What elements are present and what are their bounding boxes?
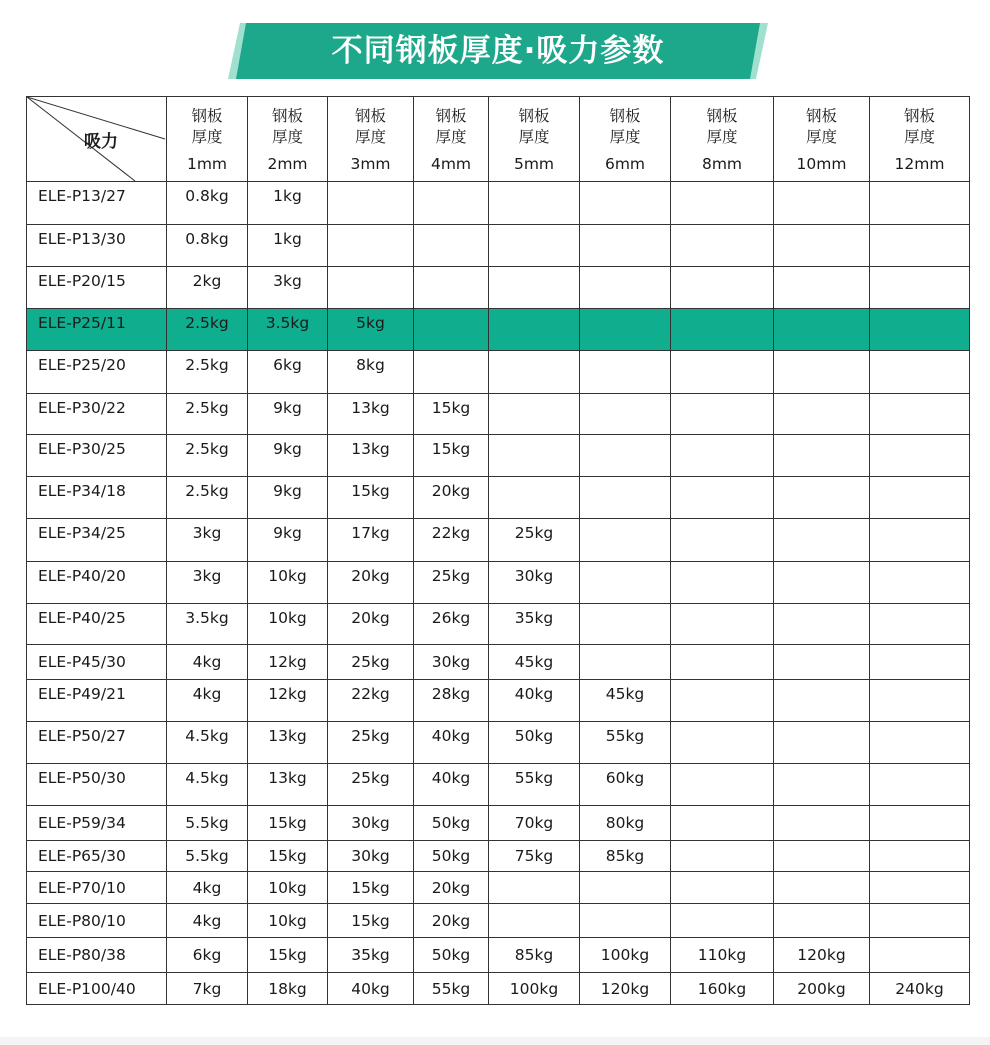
value-cell (580, 519, 671, 562)
value-cell: 2.5kg (167, 477, 248, 519)
table-row (27, 351, 970, 394)
table-row (27, 477, 970, 519)
value-cell: 9kg (248, 435, 328, 477)
value-cell (671, 722, 774, 764)
value-cell: 25kg (414, 562, 489, 604)
table-row (27, 225, 970, 267)
value-cell: 28kg (414, 680, 489, 722)
value-cell (870, 872, 970, 904)
value-cell: 10kg (248, 604, 328, 645)
value-cell (580, 904, 671, 938)
column-header-5mm (489, 97, 580, 182)
column-header-line1: 钢板 (354, 107, 386, 125)
model-cell: ELE-P65/30 (27, 841, 167, 872)
corner-label: 吸力 (84, 132, 118, 152)
value-cell: 80kg (580, 806, 671, 841)
column-header-4mm (414, 97, 489, 182)
value-cell (580, 267, 671, 309)
value-cell: 15kg (248, 938, 328, 973)
value-cell: 12kg (248, 645, 328, 680)
value-cell: 13kg (328, 435, 414, 477)
value-cell (580, 394, 671, 435)
value-cell (870, 562, 970, 604)
column-header-thickness: 8mm (701, 155, 743, 173)
value-cell (774, 645, 870, 680)
corner-header-cell (27, 97, 167, 182)
value-cell (580, 477, 671, 519)
value-cell: 15kg (328, 477, 414, 519)
column-header-thickness: 2mm (267, 155, 308, 173)
value-cell (671, 872, 774, 904)
value-cell: 3.5kg (248, 309, 328, 351)
value-cell (671, 604, 774, 645)
table-row (27, 394, 970, 435)
value-cell (870, 394, 970, 435)
value-cell (671, 680, 774, 722)
value-cell (870, 645, 970, 680)
value-cell (870, 182, 970, 225)
column-header-thickness: 6mm (604, 155, 646, 173)
table-row (27, 519, 970, 562)
table-row (27, 722, 970, 764)
value-cell: 15kg (248, 806, 328, 841)
value-cell (870, 477, 970, 519)
value-cell: 20kg (328, 562, 414, 604)
model-cell: ELE-P80/38 (27, 938, 167, 973)
table-row (27, 435, 970, 477)
value-cell: 70kg (489, 806, 580, 841)
value-cell (489, 309, 580, 351)
value-cell: 40kg (414, 764, 489, 806)
column-header-line1: 钢板 (518, 107, 550, 125)
model-cell: ELE-P50/27 (27, 722, 167, 764)
column-header-line2: 厚度 (191, 128, 223, 146)
value-cell (870, 351, 970, 394)
title-banner (228, 23, 768, 79)
value-cell (580, 351, 671, 394)
model-cell: ELE-P25/20 (27, 351, 167, 394)
value-cell: 40kg (328, 973, 414, 1005)
value-cell: 10kg (248, 562, 328, 604)
value-cell: 55kg (414, 973, 489, 1005)
value-cell: 4.5kg (167, 764, 248, 806)
table-row (27, 267, 970, 309)
value-cell (671, 519, 774, 562)
value-cell: 35kg (489, 604, 580, 645)
value-cell: 5kg (328, 309, 414, 351)
value-cell: 22kg (328, 680, 414, 722)
value-cell (870, 604, 970, 645)
value-cell (774, 904, 870, 938)
column-header-thickness: 10mm (796, 155, 847, 173)
value-cell: 15kg (414, 394, 489, 435)
value-cell: 12kg (248, 680, 328, 722)
table-row (27, 973, 970, 1005)
value-cell: 2.5kg (167, 435, 248, 477)
header-row (27, 97, 970, 182)
value-cell (414, 309, 489, 351)
value-cell: 200kg (774, 973, 870, 1005)
model-cell: ELE-P30/25 (27, 435, 167, 477)
value-cell: 30kg (328, 806, 414, 841)
value-cell: 55kg (580, 722, 671, 764)
value-cell (328, 225, 414, 267)
model-cell: ELE-P34/18 (27, 477, 167, 519)
value-cell (580, 645, 671, 680)
value-cell (870, 309, 970, 351)
value-cell (774, 267, 870, 309)
value-cell: 45kg (489, 645, 580, 680)
value-cell (870, 435, 970, 477)
value-cell: 60kg (580, 764, 671, 806)
column-header-3mm (328, 97, 414, 182)
value-cell: 1kg (248, 225, 328, 267)
value-cell (671, 351, 774, 394)
value-cell: 5.5kg (167, 841, 248, 872)
value-cell: 6kg (167, 938, 248, 973)
column-header-thickness: 4mm (430, 155, 472, 173)
table-row (27, 604, 970, 645)
table-row (27, 841, 970, 872)
value-cell: 20kg (328, 604, 414, 645)
value-cell: 18kg (248, 973, 328, 1005)
value-cell: 0.8kg (167, 182, 248, 225)
value-cell (870, 680, 970, 722)
model-cell: ELE-P13/30 (27, 225, 167, 267)
value-cell (580, 435, 671, 477)
value-cell (774, 562, 870, 604)
value-cell: 15kg (328, 872, 414, 904)
value-cell: 4kg (167, 645, 248, 680)
model-cell: ELE-P45/30 (27, 645, 167, 680)
value-cell (489, 225, 580, 267)
model-cell: ELE-P50/30 (27, 764, 167, 806)
value-cell: 20kg (414, 872, 489, 904)
value-cell: 50kg (414, 841, 489, 872)
value-cell: 30kg (489, 562, 580, 604)
column-header-6mm (580, 97, 671, 182)
column-header-line2: 厚度 (435, 128, 467, 146)
value-cell: 10kg (248, 904, 328, 938)
value-cell: 10kg (248, 872, 328, 904)
column-header-line2: 厚度 (706, 128, 738, 146)
value-cell: 4kg (167, 872, 248, 904)
column-header-line1: 钢板 (191, 107, 223, 125)
value-cell: 7kg (167, 973, 248, 1005)
value-cell: 8kg (328, 351, 414, 394)
value-cell (671, 309, 774, 351)
value-cell: 2.5kg (167, 394, 248, 435)
model-cell: ELE-P20/15 (27, 267, 167, 309)
value-cell (580, 225, 671, 267)
value-cell (580, 604, 671, 645)
column-header-12mm (870, 97, 970, 182)
column-header-line1: 钢板 (609, 107, 641, 125)
value-cell: 100kg (489, 973, 580, 1005)
value-cell: 15kg (248, 841, 328, 872)
column-header-line1: 钢板 (435, 107, 467, 125)
value-cell: 13kg (248, 764, 328, 806)
value-cell: 240kg (870, 973, 970, 1005)
table-row (27, 309, 970, 351)
value-cell: 5.5kg (167, 806, 248, 841)
value-cell: 50kg (414, 806, 489, 841)
value-cell: 110kg (671, 938, 774, 973)
model-cell: ELE-P25/11 (27, 309, 167, 351)
value-cell (774, 722, 870, 764)
model-cell: ELE-P13/27 (27, 182, 167, 225)
table-row (27, 764, 970, 806)
column-header-line2: 厚度 (354, 128, 386, 146)
value-cell (580, 872, 671, 904)
value-cell (870, 722, 970, 764)
value-cell: 17kg (328, 519, 414, 562)
value-cell: 50kg (489, 722, 580, 764)
value-cell: 100kg (580, 938, 671, 973)
value-cell: 22kg (414, 519, 489, 562)
value-cell: 26kg (414, 604, 489, 645)
model-cell: ELE-P34/25 (27, 519, 167, 562)
value-cell (580, 309, 671, 351)
model-cell: ELE-P100/40 (27, 973, 167, 1005)
value-cell: 15kg (328, 904, 414, 938)
value-cell: 30kg (328, 841, 414, 872)
value-cell: 20kg (414, 477, 489, 519)
value-cell: 2.5kg (167, 351, 248, 394)
value-cell (870, 519, 970, 562)
value-cell: 13kg (328, 394, 414, 435)
value-cell (671, 904, 774, 938)
table-row (27, 680, 970, 722)
value-cell (489, 435, 580, 477)
value-cell (774, 435, 870, 477)
value-cell (414, 225, 489, 267)
value-cell (671, 225, 774, 267)
page-title: 不同钢板厚度·吸力参数 (331, 33, 665, 69)
column-header-thickness: 12mm (894, 155, 945, 173)
value-cell: 3kg (248, 267, 328, 309)
value-cell (774, 309, 870, 351)
value-cell (489, 872, 580, 904)
value-cell (671, 562, 774, 604)
value-cell (774, 841, 870, 872)
value-cell: 25kg (328, 645, 414, 680)
value-cell (671, 267, 774, 309)
model-cell: ELE-P70/10 (27, 872, 167, 904)
value-cell (774, 225, 870, 267)
value-cell: 30kg (414, 645, 489, 680)
value-cell: 40kg (489, 680, 580, 722)
value-cell: 45kg (580, 680, 671, 722)
value-cell: 9kg (248, 519, 328, 562)
column-header-line2: 厚度 (271, 128, 303, 146)
value-cell (414, 182, 489, 225)
value-cell (870, 225, 970, 267)
table-row (27, 182, 970, 225)
value-cell: 20kg (414, 904, 489, 938)
column-header-line2: 厚度 (805, 128, 837, 146)
value-cell (489, 904, 580, 938)
value-cell: 50kg (414, 938, 489, 973)
value-cell (774, 872, 870, 904)
value-cell: 160kg (671, 973, 774, 1005)
model-cell: ELE-P49/21 (27, 680, 167, 722)
value-cell (671, 645, 774, 680)
column-header-line2: 厚度 (903, 128, 935, 146)
value-cell (328, 182, 414, 225)
table-row (27, 872, 970, 904)
value-cell (774, 477, 870, 519)
value-cell (870, 267, 970, 309)
value-cell: 75kg (489, 841, 580, 872)
table-row (27, 645, 970, 680)
value-cell: 6kg (248, 351, 328, 394)
table-row (27, 562, 970, 604)
column-header-2mm (248, 97, 328, 182)
value-cell: 3kg (167, 562, 248, 604)
value-cell (774, 680, 870, 722)
value-cell (774, 764, 870, 806)
value-cell (774, 394, 870, 435)
table-row (27, 806, 970, 841)
value-cell (774, 604, 870, 645)
value-cell (870, 806, 970, 841)
suction-parameter-table (26, 96, 970, 1005)
column-header-thickness: 1mm (186, 155, 228, 173)
table-row (27, 938, 970, 973)
bottom-strip (0, 1037, 990, 1045)
column-header-1mm (167, 97, 248, 182)
value-cell: 120kg (774, 938, 870, 973)
value-cell: 1kg (248, 182, 328, 225)
column-header-thickness: 3mm (350, 155, 391, 173)
value-cell (414, 267, 489, 309)
table-row (27, 904, 970, 938)
value-cell (414, 351, 489, 394)
column-header-line2: 厚度 (518, 128, 550, 146)
value-cell (671, 764, 774, 806)
value-cell (489, 351, 580, 394)
value-cell: 15kg (414, 435, 489, 477)
value-cell: 3.5kg (167, 604, 248, 645)
value-cell: 25kg (328, 764, 414, 806)
column-header-10mm (774, 97, 870, 182)
value-cell (774, 182, 870, 225)
value-cell (580, 562, 671, 604)
value-cell: 85kg (580, 841, 671, 872)
value-cell: 35kg (328, 938, 414, 973)
value-cell (489, 477, 580, 519)
column-header-8mm (671, 97, 774, 182)
model-cell: ELE-P80/10 (27, 904, 167, 938)
value-cell (671, 477, 774, 519)
value-cell (671, 435, 774, 477)
value-cell (774, 351, 870, 394)
value-cell: 4.5kg (167, 722, 248, 764)
column-header-line1: 钢板 (706, 107, 738, 125)
value-cell (774, 519, 870, 562)
value-cell (671, 841, 774, 872)
value-cell (671, 394, 774, 435)
value-cell (328, 267, 414, 309)
value-cell (489, 267, 580, 309)
column-header-line1: 钢板 (271, 107, 303, 125)
value-cell: 9kg (248, 394, 328, 435)
value-cell: 85kg (489, 938, 580, 973)
value-cell: 4kg (167, 904, 248, 938)
value-cell: 55kg (489, 764, 580, 806)
value-cell (489, 182, 580, 225)
model-cell: ELE-P40/25 (27, 604, 167, 645)
value-cell: 25kg (489, 519, 580, 562)
model-cell: ELE-P59/34 (27, 806, 167, 841)
value-cell: 120kg (580, 973, 671, 1005)
model-cell: ELE-P30/22 (27, 394, 167, 435)
value-cell: 3kg (167, 519, 248, 562)
value-cell: 40kg (414, 722, 489, 764)
value-cell: 0.8kg (167, 225, 248, 267)
value-cell: 2.5kg (167, 309, 248, 351)
value-cell: 13kg (248, 722, 328, 764)
column-header-line1: 钢板 (903, 107, 935, 125)
value-cell (870, 938, 970, 973)
column-header-line2: 厚度 (609, 128, 641, 146)
value-cell (870, 764, 970, 806)
value-cell: 25kg (328, 722, 414, 764)
value-cell (489, 394, 580, 435)
value-cell (774, 806, 870, 841)
value-cell (870, 841, 970, 872)
value-cell: 4kg (167, 680, 248, 722)
table-body (27, 182, 970, 1005)
column-header-line1: 钢板 (805, 107, 837, 125)
value-cell (671, 182, 774, 225)
value-cell (870, 904, 970, 938)
value-cell (671, 806, 774, 841)
model-cell: ELE-P40/20 (27, 562, 167, 604)
value-cell (580, 182, 671, 225)
value-cell: 2kg (167, 267, 248, 309)
value-cell: 9kg (248, 477, 328, 519)
column-header-thickness: 5mm (513, 155, 555, 173)
